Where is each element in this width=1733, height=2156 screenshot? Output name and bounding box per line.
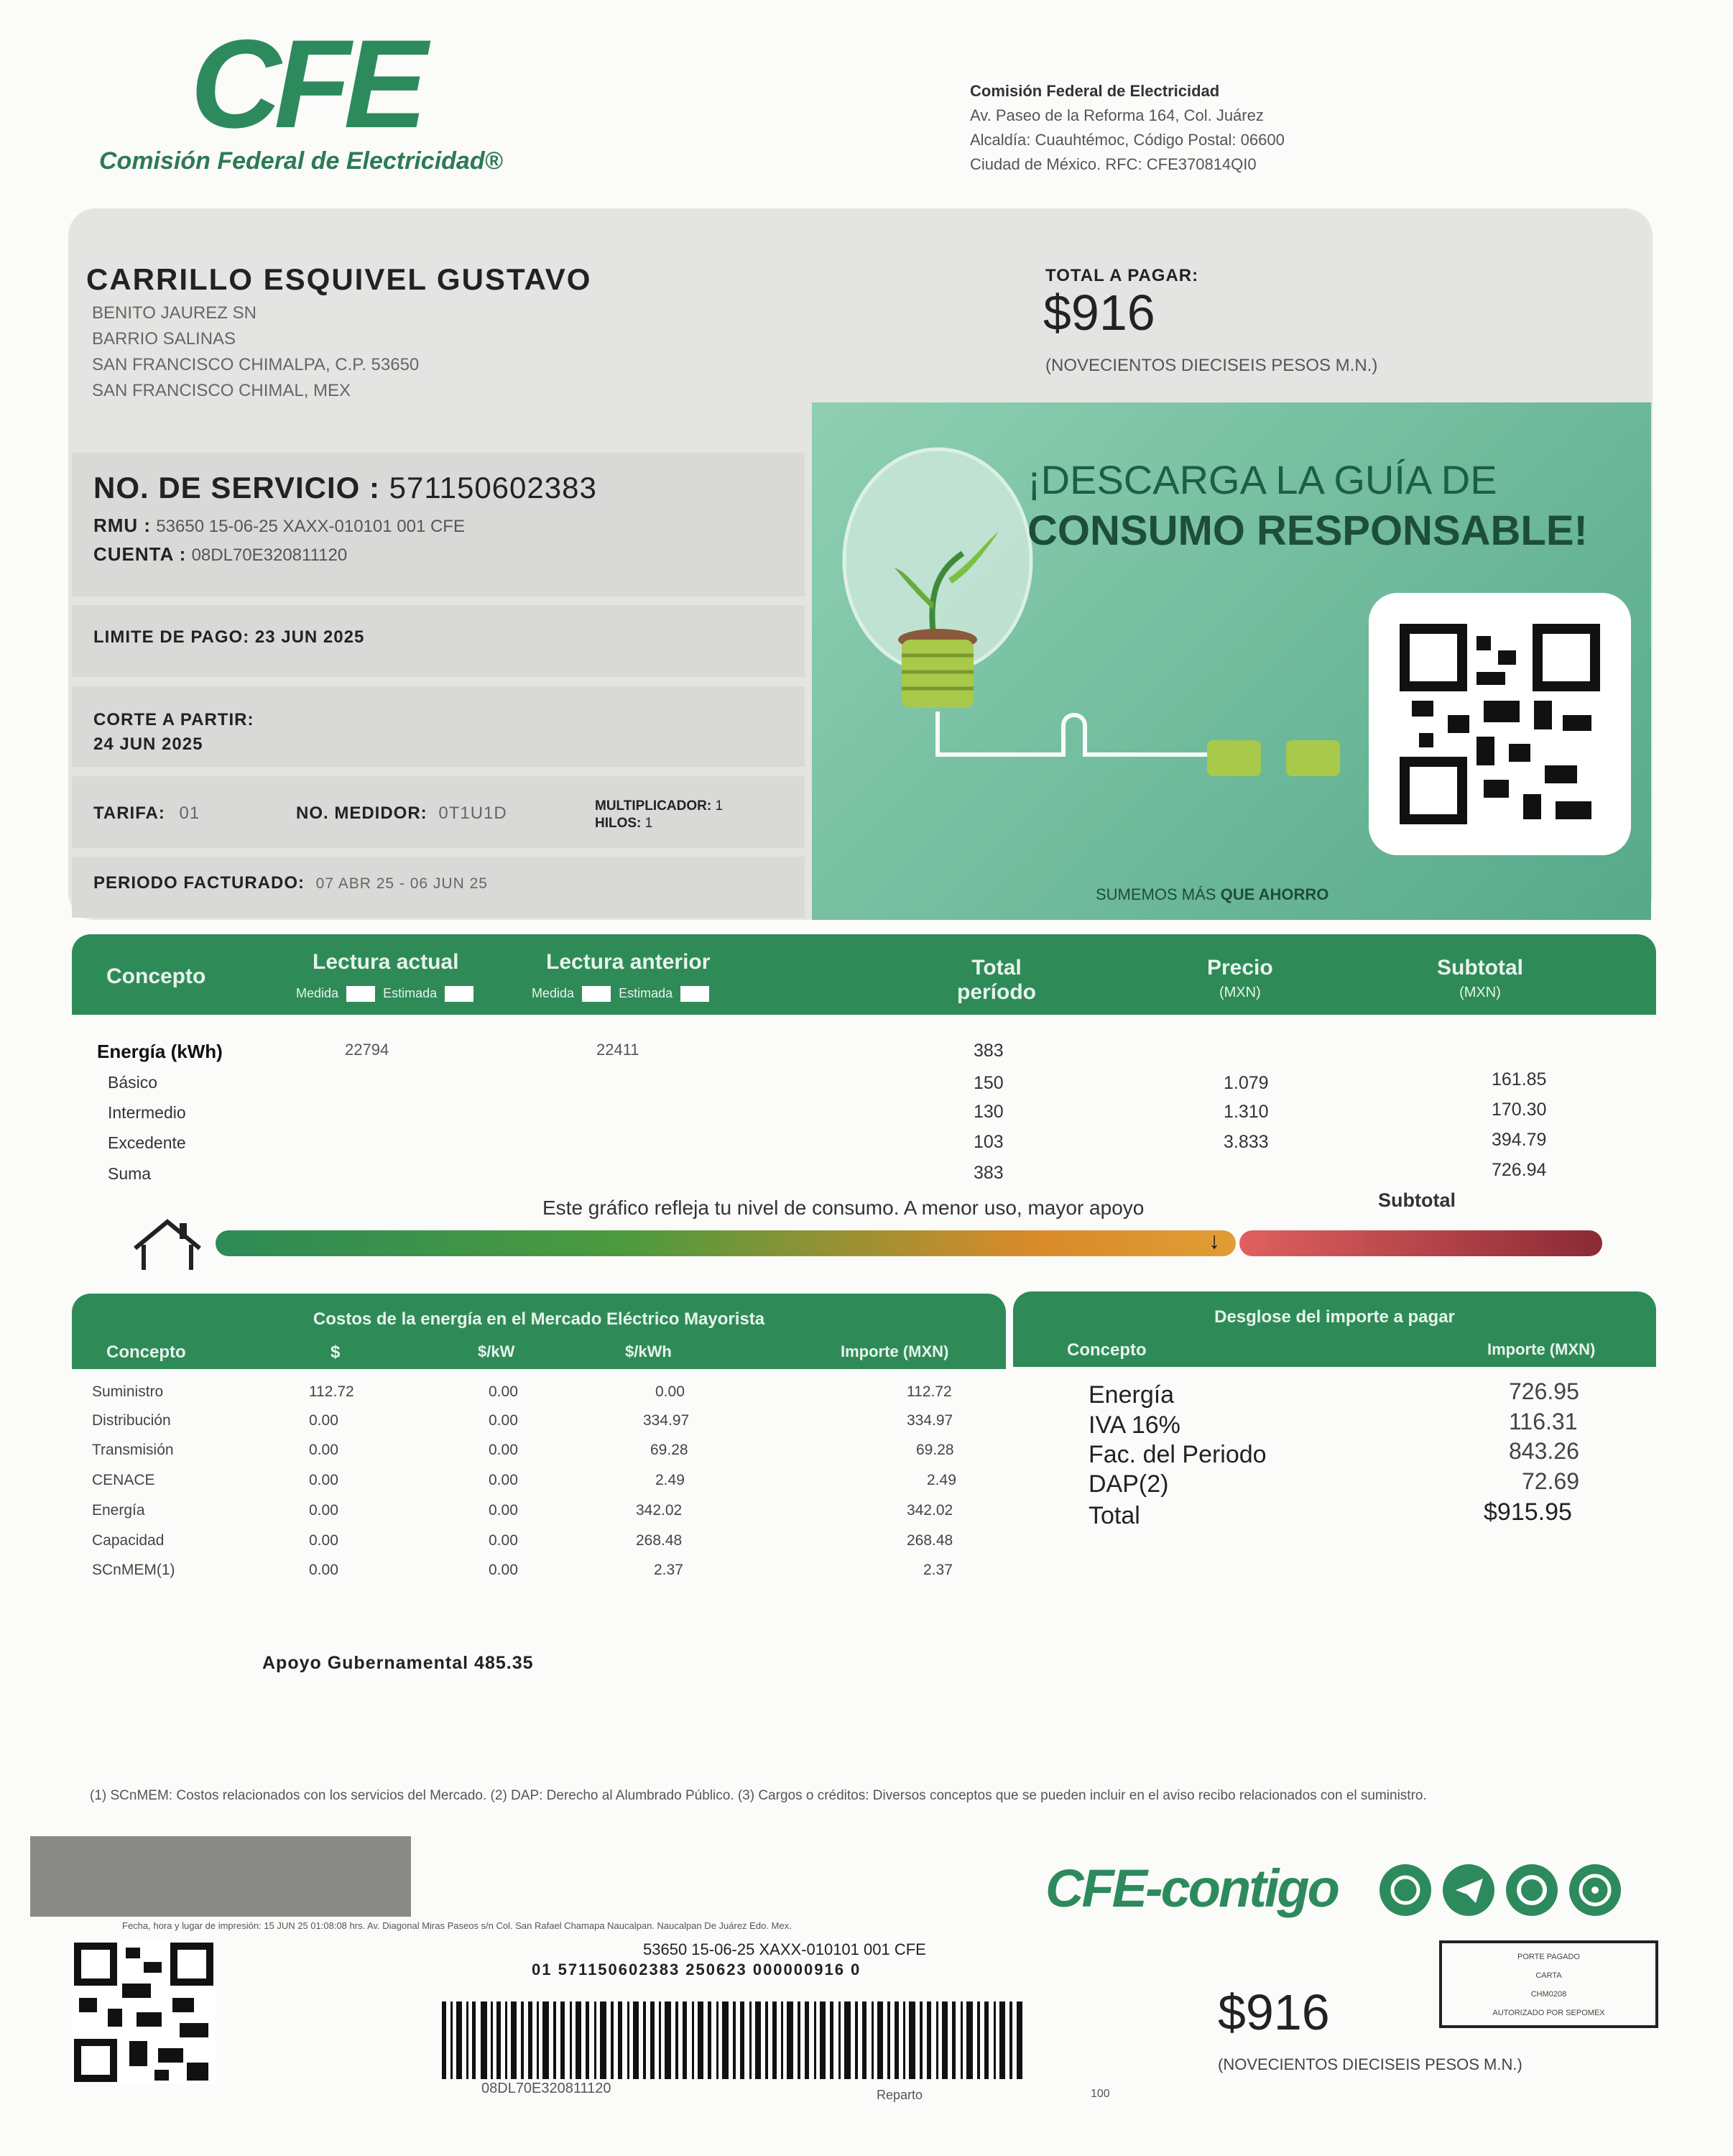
desglose-importe: 116.31 — [1509, 1409, 1578, 1434]
mercado-cell: 69.28 — [650, 1442, 688, 1458]
th-precio — [1207, 956, 1273, 1005]
multiplicador-value: 1 — [715, 798, 724, 814]
mercado-th: $ — [331, 1342, 341, 1362]
th-precio-unit: (MXN) — [1219, 985, 1261, 1000]
arrow-down-icon: ↓ — [1209, 1227, 1220, 1253]
th-periodo: período — [957, 980, 1036, 1004]
mercado-cell: 112.72 — [309, 1383, 354, 1400]
mercado-cell: 0.00 — [309, 1412, 338, 1429]
lectura-anterior-value: 22411 — [596, 1041, 639, 1059]
multiplicador-label: MULTIPLICADOR: — [595, 798, 712, 814]
reparto-number: 100 — [1091, 2088, 1110, 2100]
row-concepto: Básico — [108, 1073, 158, 1092]
service-number-label: NO. DE SERVICIO : — [93, 471, 380, 505]
mercado-cell: 0.00 — [489, 1532, 518, 1549]
promo-line1: ¡DESCARGA LA GUÍA DE — [1027, 457, 1497, 502]
mercado-cell: 0.00 — [489, 1472, 518, 1488]
service-number — [93, 471, 597, 505]
reparto-label: Reparto — [877, 2088, 923, 2102]
mercado-cell: 0.00 — [489, 1502, 518, 1519]
mercado-cell: 334.97 — [907, 1412, 953, 1429]
mercado-cell: 2.37 — [923, 1562, 953, 1578]
footer-qr-code-icon — [72, 1940, 216, 2084]
company-line: Av. Paseo de la Reforma 164, Col. Juárez — [970, 106, 1264, 124]
mercado-cell: Suministro — [92, 1383, 164, 1400]
footer-amount-words: (NOVECIENTOS DIECISEIS PESOS M.N.) — [1218, 2055, 1522, 2073]
address-line: BENITO JAUREZ SN — [92, 303, 257, 323]
service-details — [93, 512, 465, 569]
medidor-value: 0T1U1D — [438, 803, 507, 823]
mercado-th: Concepto — [106, 1342, 186, 1362]
desglose-concepto: Fac. del Periodo — [1089, 1441, 1267, 1468]
row-total: 150 — [974, 1073, 1004, 1093]
row-subtotal: 161.85 — [1492, 1069, 1547, 1089]
desglose-importe: 72.69 — [1522, 1468, 1580, 1494]
porte-line: PORTE PAGADO — [1517, 1953, 1580, 1961]
house-icon — [128, 1216, 207, 1273]
telegram-icon[interactable] — [1443, 1864, 1494, 1916]
app-icon[interactable] — [1506, 1864, 1558, 1916]
whatsapp-icon[interactable] — [1380, 1864, 1431, 1916]
total-words: (NOVECIENTOS DIECISEIS PESOS M.N.) — [1045, 356, 1378, 375]
th-lectura-anterior: Lectura anterior — [546, 950, 711, 974]
lectura-actual-value: 22794 — [345, 1041, 389, 1059]
desglose-th-concepto: Concepto — [1067, 1340, 1147, 1360]
mercado-th: $/kW — [478, 1342, 515, 1360]
porte-line: CHM0208 — [1530, 1990, 1567, 1999]
footer-amount: $916 — [1218, 1984, 1330, 2040]
mercado-cell: Distribución — [92, 1412, 171, 1429]
row-subtotal: 394.79 — [1492, 1130, 1547, 1150]
energia-label: Energía (kWh) — [97, 1041, 223, 1062]
mercado-cell: 0.00 — [309, 1442, 338, 1458]
total-label: TOTAL A PAGAR: — [1045, 266, 1199, 285]
corte — [93, 708, 254, 757]
th-subtotal — [1437, 956, 1523, 1005]
th-concepto: Concepto — [106, 964, 206, 988]
th-total-periodo — [957, 956, 1036, 1005]
tarifa-value: 01 — [179, 803, 200, 823]
footnote: (1) SCnMEM: Costos relacionados con los servicios del Mercado. (2) DAP: Derecho al Alumbrado Público. (3) Cargos o créditos: Diversos conceptos que se pueden incluir en el aviso recibo relacionados con el suministro. — [90, 1788, 1427, 1803]
mercado-cell: 0.00 — [309, 1562, 338, 1578]
service-number-value: 571150602383 — [389, 471, 597, 505]
porte-line: CARTA — [1535, 1971, 1562, 1980]
porte-line: AUTORIZADO POR SEPOMEX — [1492, 2009, 1605, 2017]
th-subtotal-unit: (MXN) — [1459, 985, 1501, 1000]
footer-rmu-line: 53650 15-06-25 XAXX-010101 001 CFE — [643, 1940, 926, 1958]
customer-name: CARRILLO ESQUIVEL GUSTAVO — [86, 262, 592, 296]
mercado-cell: 334.97 — [643, 1412, 690, 1429]
tarifa — [93, 803, 200, 824]
social-icons — [1378, 1861, 1637, 1919]
desglose-header — [1013, 1291, 1656, 1367]
mercado-cell: 0.00 — [489, 1383, 518, 1400]
cfe-logo: CFE — [190, 14, 420, 155]
porte-pagado-box — [1439, 1940, 1658, 2028]
total-periodo-value: 383 — [974, 1041, 1004, 1061]
mercado-cell: 0.00 — [309, 1472, 338, 1488]
desglose-th-importe: Importe (MXN) — [1487, 1340, 1596, 1358]
row-total: 103 — [974, 1132, 1004, 1152]
mercado-cell: 69.28 — [916, 1442, 954, 1458]
corte-value: 24 JUN 2025 — [93, 734, 203, 754]
promo-footer-b: QUE AHORRO — [1220, 885, 1329, 903]
desglose-concepto: IVA 16% — [1089, 1411, 1180, 1439]
mercado-cell: 268.48 — [907, 1532, 953, 1549]
mercado-th: Importe (MXN) — [841, 1342, 949, 1360]
company-line: Comisión Federal de Electricidad — [970, 82, 1220, 100]
desglose-concepto: DAP(2) — [1089, 1470, 1169, 1498]
th-estimada: Estimada — [383, 986, 438, 1000]
th-lectura-actual: Lectura actual — [313, 950, 459, 974]
medida-checkbox — [582, 986, 611, 1002]
barcode — [442, 2001, 1024, 2079]
consumo-table-header — [72, 934, 1656, 1015]
company-address — [970, 79, 1285, 177]
grafico-subtotal-label: Subtotal — [1378, 1189, 1456, 1211]
estimada-checkbox — [445, 986, 473, 1002]
mercado-title: Costos de la energía en el Mercado Eléctrico Mayorista — [313, 1309, 765, 1329]
rmu-label: RMU : — [93, 515, 152, 536]
mercado-cell: 0.00 — [489, 1562, 518, 1578]
row-concepto: Suma — [108, 1164, 152, 1183]
medida-checkbox — [346, 986, 375, 1002]
limite-pago: LIMITE DE PAGO: 23 JUN 2025 — [93, 627, 365, 647]
address-line: SAN FRANCISCO CHIMALPA, C.P. 53650 — [92, 355, 420, 374]
periodo-value: 07 ABR 25 - 06 JUN 25 — [315, 875, 488, 892]
row-total: 130 — [974, 1102, 1004, 1122]
desglose-importe: $915.95 — [1484, 1498, 1572, 1526]
th-estimada: Estimada — [619, 986, 673, 1000]
mercado-cell: 268.48 — [636, 1532, 683, 1549]
th-medida: Medida — [296, 986, 339, 1000]
th-subtotal-label: Subtotal — [1437, 956, 1523, 980]
rmu-value: 53650 15-06-25 XAXX-010101 001 CFE — [156, 517, 465, 536]
medidor-label: NO. MEDIDOR: — [296, 803, 428, 823]
row-concepto: Excedente — [108, 1133, 186, 1152]
estimada-checkbox — [680, 986, 709, 1002]
desglose-title: Desglose del importe a pagar — [1214, 1307, 1455, 1327]
mercado-cell: SCnMEM(1) — [92, 1562, 175, 1578]
mercado-cell: Transmisión — [92, 1442, 174, 1458]
customer-address — [92, 300, 419, 404]
mercado-cell: 0.00 — [309, 1502, 338, 1519]
hilos-value: 1 — [644, 816, 653, 831]
mercado-cell: 2.49 — [927, 1472, 956, 1488]
th-total: Total — [971, 956, 1022, 980]
row-precio: 1.079 — [1224, 1073, 1269, 1093]
row-total: 383 — [974, 1163, 1004, 1183]
promo-footer — [1096, 885, 1328, 904]
mercado-cell: Capacidad — [92, 1532, 165, 1549]
grafico-text: Este gráfico refleja tu nivel de consumo. A menor uso, mayor apoyo — [542, 1197, 1145, 1219]
mercado-cell: 0.00 — [655, 1383, 685, 1400]
qr-code-icon — [1369, 593, 1631, 855]
footer-code-line: 01 571150602383 250623 000000916 0 — [532, 1961, 861, 1978]
consumption-level-bar — [216, 1230, 1236, 1256]
consumption-level-bar-high — [1239, 1230, 1602, 1256]
desglose-importe: 843.26 — [1509, 1438, 1579, 1464]
mercado-cell: 2.37 — [654, 1562, 683, 1578]
promo-footer-a: SUMEMOS MÁS — [1096, 885, 1216, 903]
promo-line2: CONSUMO RESPONSABLE! — [1027, 507, 1588, 554]
mercado-cell: 0.00 — [489, 1442, 518, 1458]
cuenta-value: 08DL70E320811120 — [191, 545, 348, 565]
company-line: Ciudad de México. RFC: CFE370814QI0 — [970, 155, 1257, 173]
cuenta-label: CUENTA : — [93, 543, 187, 565]
mercado-cell: CENACE — [92, 1472, 155, 1488]
print-place-text: Fecha, hora y lugar de impresión: 15 JUN 25 01:08:08 hrs. Av. Diagonal Miras Paseos s/n Col. San Rafael Chamapa Naucalpan. Naucalpan De Juárez Edo. Mex. — [122, 1920, 792, 1931]
desglose-concepto: Total — [1089, 1502, 1140, 1529]
th-lectura-actual-sub — [296, 986, 473, 1002]
th-lectura-anterior-sub — [532, 986, 709, 1002]
mercado-th: $/kWh — [625, 1342, 672, 1360]
row-precio: 1.310 — [1224, 1102, 1269, 1122]
total-amount: $916 — [1043, 285, 1155, 341]
address-line: SAN FRANCISCO CHIMAL, MEX — [92, 381, 351, 400]
th-medida: Medida — [532, 986, 575, 1000]
row-concepto: Intermedio — [108, 1103, 186, 1122]
apoyo-gubernamental: Apoyo Gubernamental 485.35 — [262, 1653, 534, 1673]
desglose-concepto: Energía — [1089, 1381, 1175, 1409]
mercado-table-header — [72, 1294, 1006, 1369]
desglose-importe: 726.95 — [1509, 1378, 1579, 1404]
mercado-cell: 0.00 — [309, 1532, 338, 1549]
row-subtotal: 170.30 — [1492, 1100, 1547, 1120]
address-line: BARRIO SALINAS — [92, 329, 236, 349]
company-line: Alcaldía: Cuauhtémoc, Código Postal: 06600 — [970, 131, 1285, 149]
mercado-cell: 2.49 — [655, 1472, 685, 1488]
row-precio: 3.833 — [1224, 1132, 1269, 1152]
barcode-caption: 08DL70E320811120 — [481, 2081, 611, 2096]
cfe-logo-subtitle: Comisión Federal de Electricidad® — [99, 147, 503, 175]
multiplicador — [595, 798, 723, 832]
periodo-label: PERIODO FACTURADO: — [93, 873, 305, 893]
mercado-cell: 342.02 — [907, 1502, 953, 1519]
row-subtotal: 726.94 — [1492, 1160, 1547, 1180]
th-precio-label: Precio — [1207, 956, 1273, 980]
mercado-cell: 342.02 — [636, 1502, 683, 1519]
redacted-block — [30, 1836, 411, 1917]
periodo-facturado — [93, 873, 488, 893]
hilos-label: HILOS: — [595, 816, 642, 831]
cfe-contigo-logo: CFE-contigo — [1045, 1858, 1338, 1918]
mercado-cell: Energía — [92, 1502, 145, 1519]
corte-label: CORTE A PARTIR: — [93, 710, 254, 729]
medidor — [296, 803, 507, 824]
promo-qr-code[interactable] — [1369, 593, 1631, 855]
tarifa-label: TARIFA: — [93, 803, 165, 823]
mercado-cell: 112.72 — [907, 1383, 952, 1400]
mercado-cell: 0.00 — [489, 1412, 518, 1429]
support-icon[interactable] — [1569, 1864, 1621, 1916]
